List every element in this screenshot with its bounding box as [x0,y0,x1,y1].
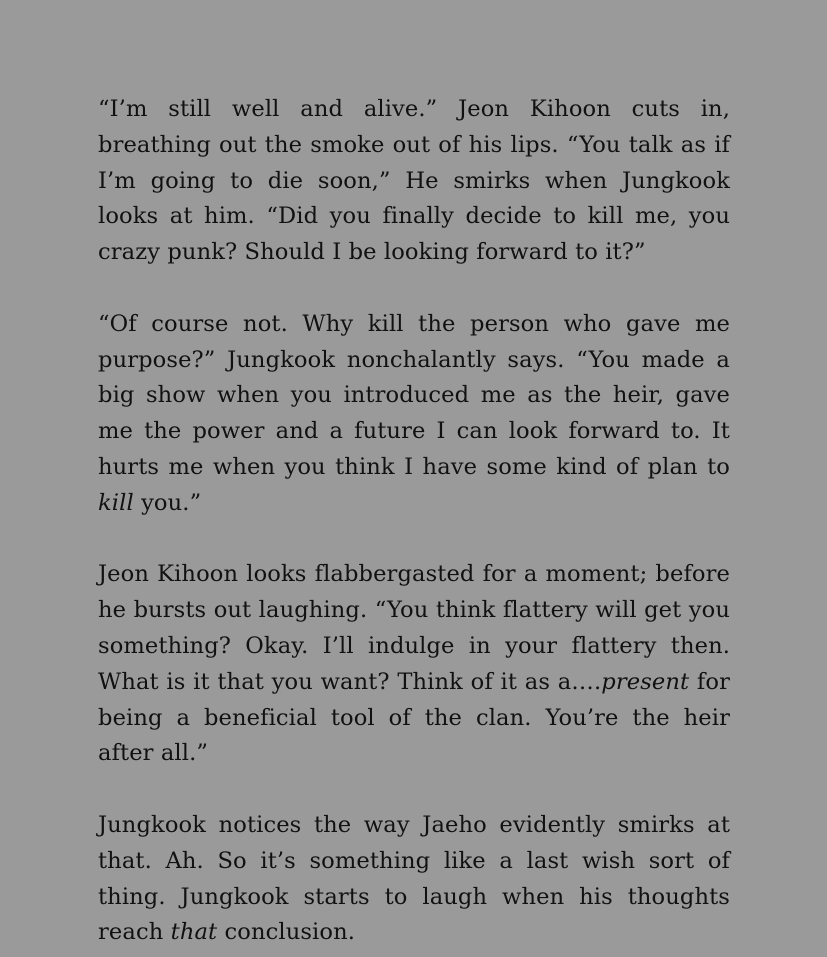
text-segment: “Of course not. Why kill the person who gave me purpose?” Jungkook nonchalantly says. “You made a big show when you introduced me as the heir, gave me the power and a future I can look forward to. It hurts me when you think I have some kind of plan to [98,310,730,480]
story-text [98,92,730,951]
emphasis-present: present [601,668,690,695]
paragraph-2 [98,307,730,522]
paragraph-1 [98,92,730,271]
text-segment: you.” [133,489,202,516]
emphasis-kill: kill [98,489,134,516]
text-segment: conclusion. [217,919,356,946]
emphasis-that: that [170,919,218,946]
text-segment: for being a beneficial tool of the clan. You’re the heir after all.” [98,668,730,767]
text-segment: “I’m still well and alive.” Jeon Kihoon cuts in, breathing out the smoke out of his lips. “You talk as if I’m going to die soon,” He smirks when Jungkook looks at him. “Did you finally decide to kill me, you crazy punk? Should I be looking forward to it?” [98,96,730,266]
text-segment: Jeon Kihoon looks flabbergasted for a moment; before he bursts out laughing. “You think flattery will get you something? Okay. I’ll indulge in your flattery then. What is it that you want? Think of it as a…. [98,561,730,695]
paragraph-4 [98,808,730,951]
paragraph-3 [98,557,730,772]
text-segment: Jungkook notices the way Jaeho evidently smirks at that. Ah. So it’s something like a last wish sort of thing. Jungkook starts to laugh when his thoughts reach [98,811,730,946]
